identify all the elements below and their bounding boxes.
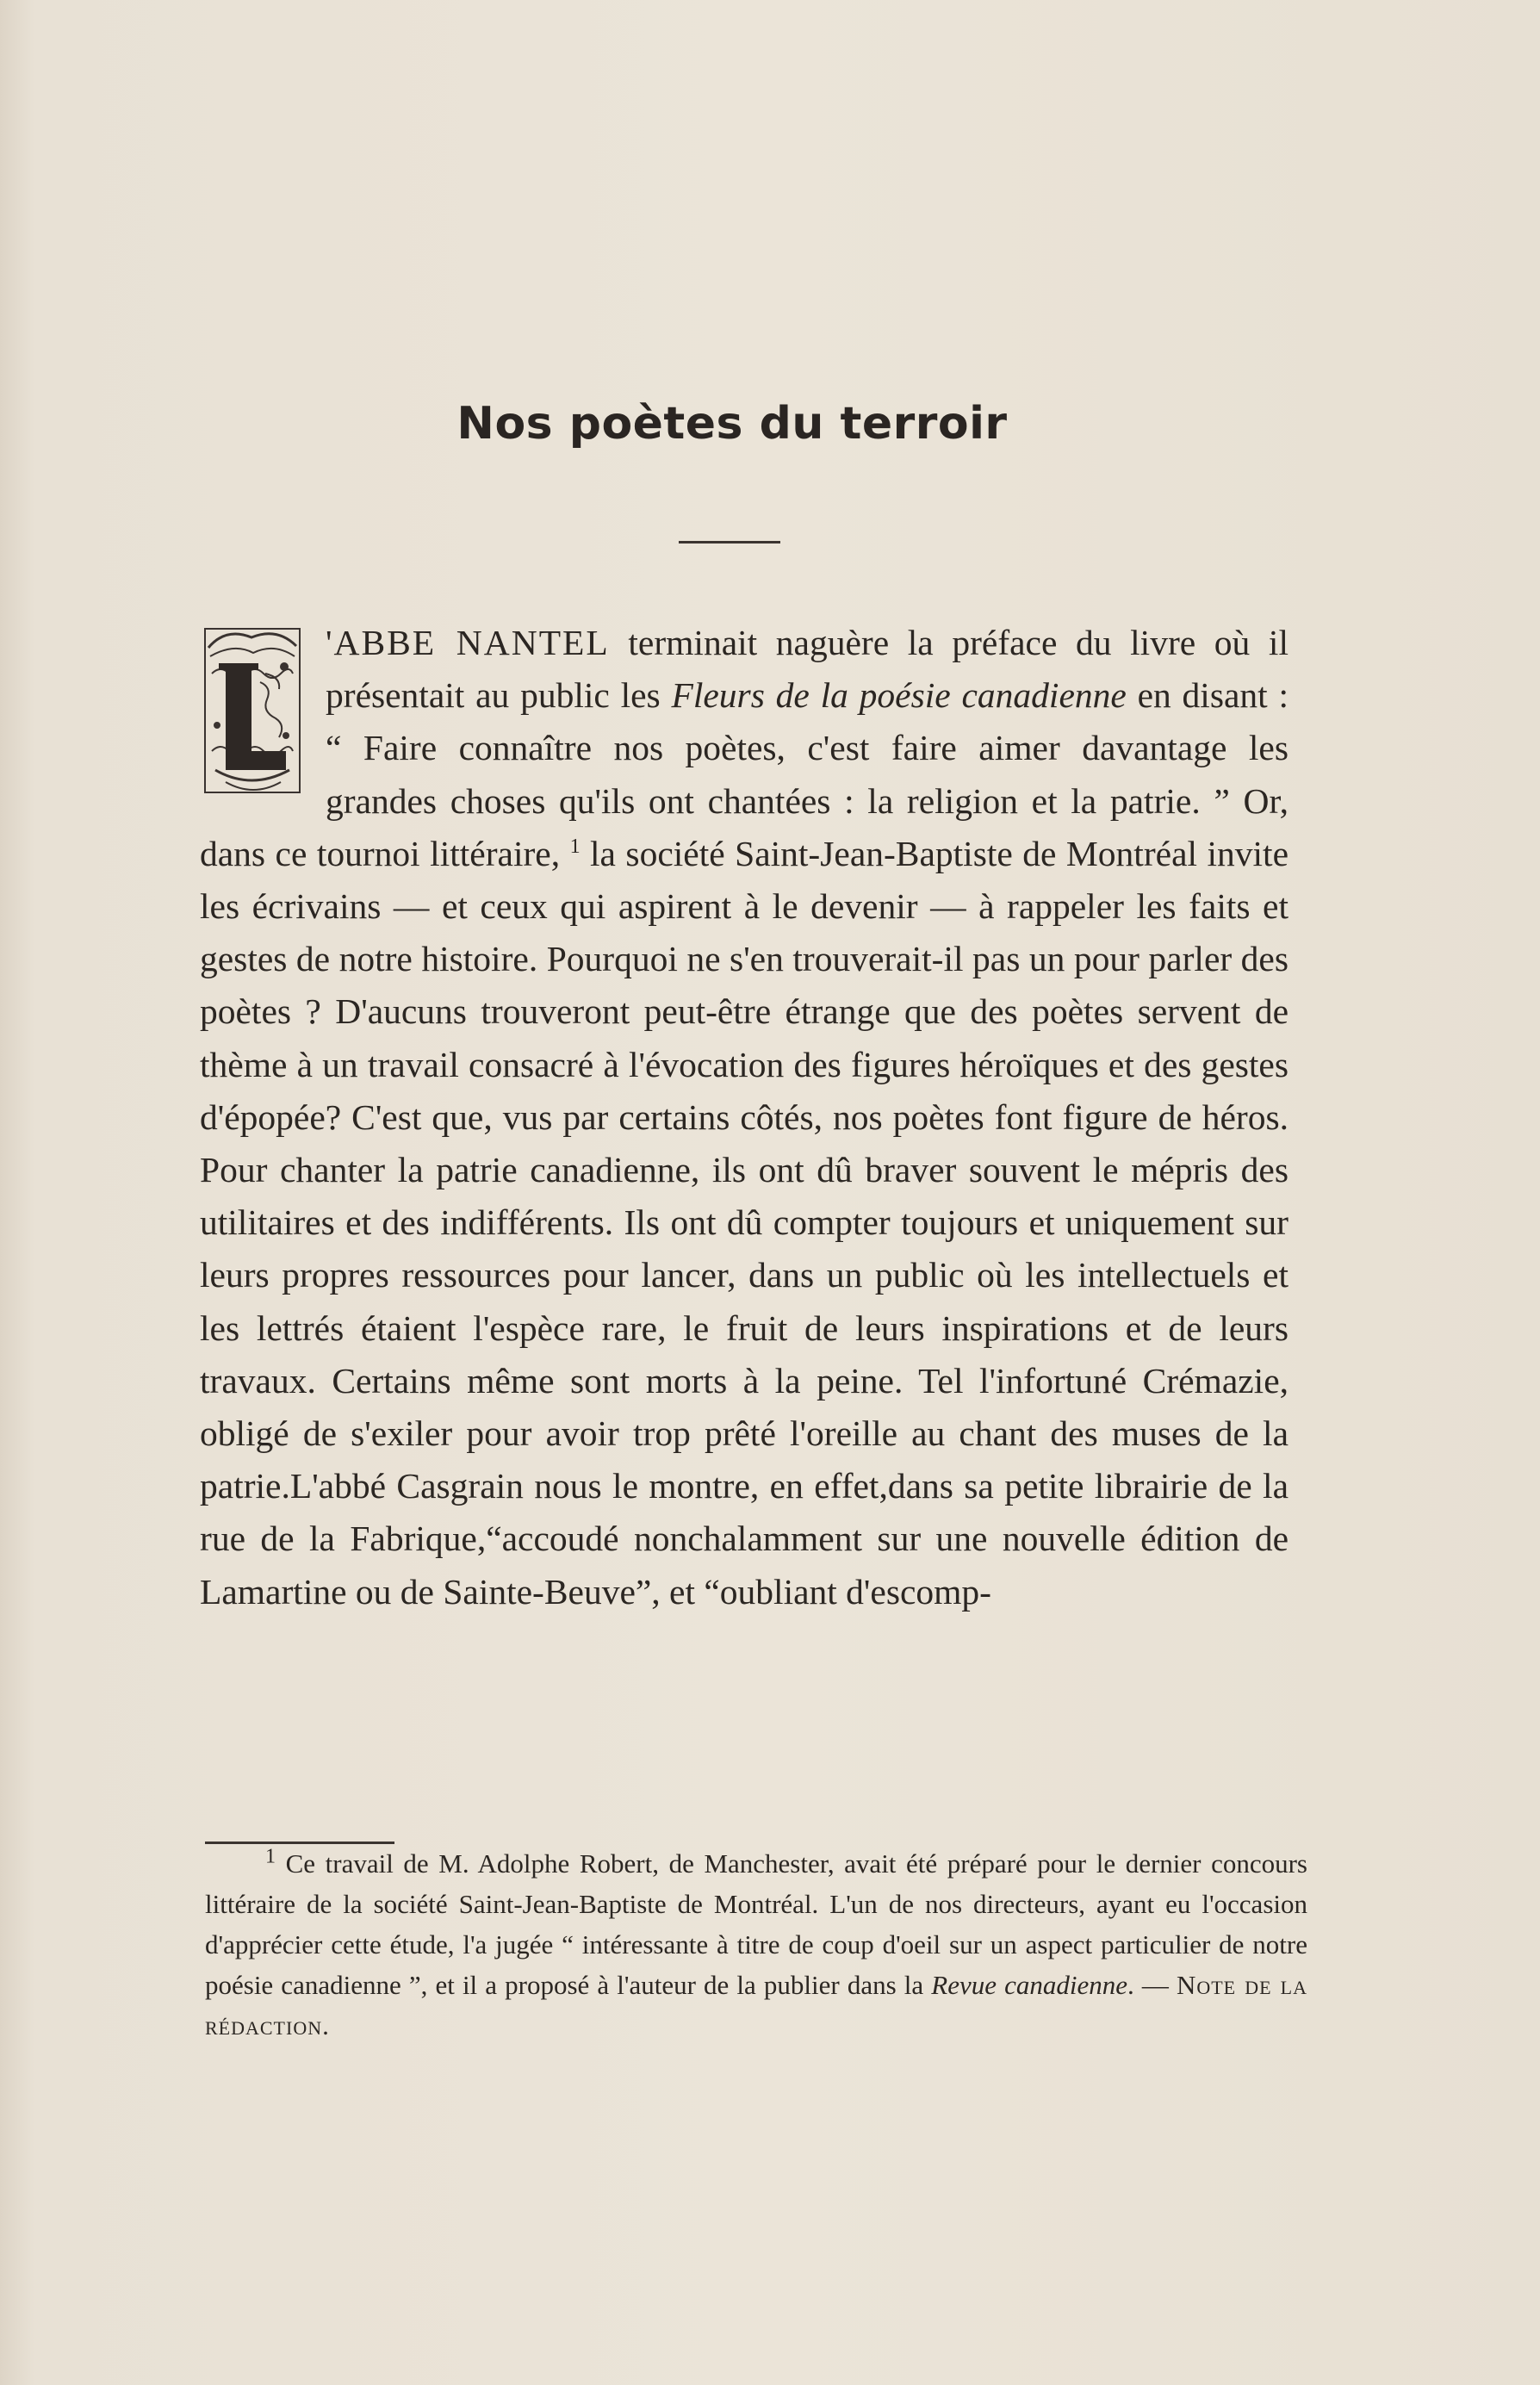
footnote-text-1: Ce travail de M. Adolphe Robert, de Manchester, avait été préparé pour le dernier concours littéraire de la société Saint-Jean-Baptiste de Montréal. L'un de nos directeurs, ayant eu l'occasion d'apprécier cette étude, l'a jugée “ intéressante à titre de coup d'oeil sur un aspect particulier de notre poésie canadienne ”, et il a proposé à l'auteur de la publier dans la <box>205 1848 1307 2000</box>
book-title: Fleurs de la poésie canadienne <box>671 675 1127 716</box>
footnote-number: 1 <box>265 1845 276 1868</box>
lead-caps: 'ABBE NANTEL <box>326 623 610 662</box>
editorial-note-label: Note de la rédaction <box>205 1970 1308 2040</box>
body-text-1: terminait naguère la préface du livre où il présentait au public les <box>326 623 1289 716</box>
body-text-2: en disant : “ Faire connaître nos poètes, c'est faire aimer davantage les grandes choses qu'ils ont chantées : la religion et la patrie. ” Or, dans ce tournoi littéraire, <box>200 675 1289 873</box>
footnote-reference[interactable]: 1 <box>569 835 581 858</box>
journal-title: Revue canadienne <box>931 1970 1127 2000</box>
drop-cap-ornament <box>200 622 307 799</box>
body-text-3: la société Saint-Jean-Baptiste de Montréal invite les écrivains — et ceux qui aspirent à le devenir — à rappeler les faits et gestes de notre histoire. Pourquoi ne s'en trouverait-il pas un pour parler des poètes ? D'aucuns trouveront peut-être étrange que des poètes servent de thème à un travail consacré à l'évocation des figures héroïques et des gestes d'épopée? C'est que, vus par certains côtés, nos poètes font figure de héros. Pour chanter la patrie canadienne, ils ont dû braver souvent le mépris des utilitaires et des indifférents. Ils ont dû compter toujours et uniquement sur leurs propres ressources pour lancer, dans un public où les intellectuels et les lettrés étaient l'espèce rare, le fruit de leurs inspirations et de leurs travaux. Certains même sont morts à la peine. Tel l'infortuné Crémazie, obligé de s'exiler pour avoir trop prêté l'oreille au chant des muses de la patrie.L'abbé Casgrain nous le montre, en effet,dans sa petite librairie de la rue de la Fabrique,“accoudé nonchalamment sur une nouvelle édition de Lamartine ou de Sainte-Beuve”, et “oubliant d'escomp- <box>200 833 1289 1612</box>
title-divider <box>679 541 780 543</box>
footnote <box>205 1843 1307 2046</box>
footnote-end: . <box>322 2010 329 2040</box>
article-body <box>200 617 1289 1618</box>
footnote-text-2: . — <box>1127 1970 1177 2000</box>
article-title: Nos poètes du terroir <box>456 398 1008 450</box>
